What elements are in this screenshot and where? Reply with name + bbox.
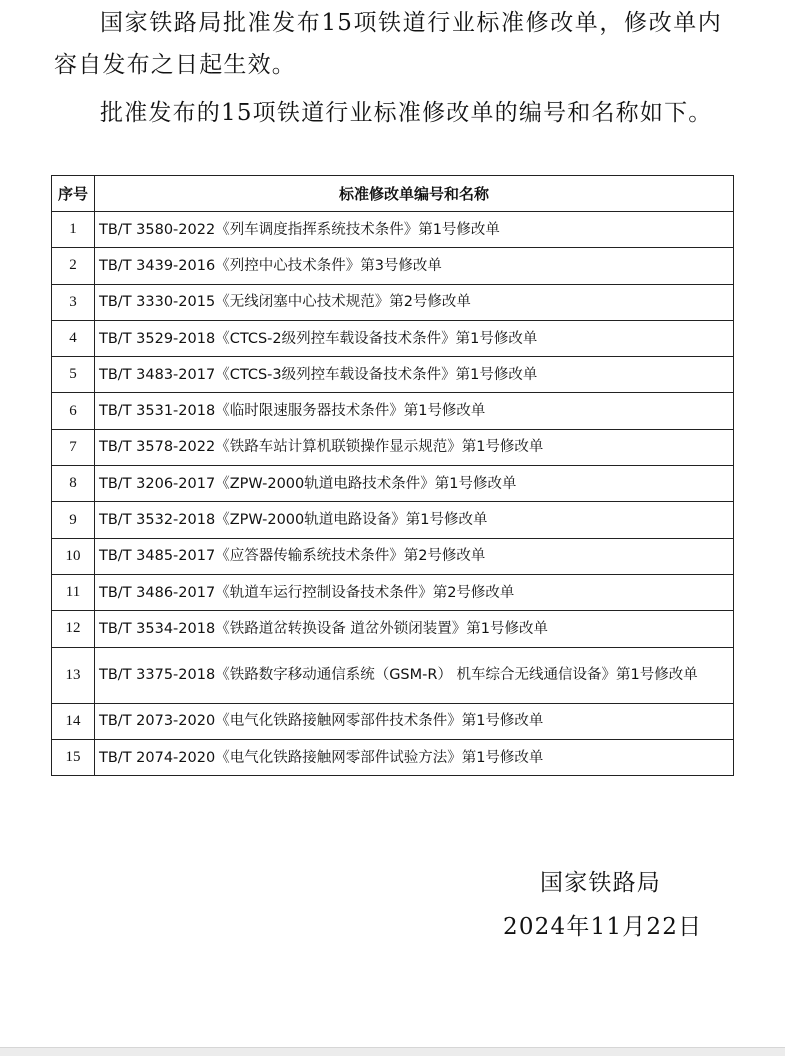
row-name: TB/T 3375-2018《铁路数字移动通信系统（GSM-R） 机车综合无线通信设备》第1号修改单: [95, 647, 734, 703]
table-row: [52, 538, 734, 574]
table-row: [52, 502, 734, 538]
table-row: [52, 320, 734, 356]
table-row: [52, 248, 734, 284]
row-index: 10: [52, 538, 95, 574]
row-index: 9: [52, 502, 95, 538]
table-row: [52, 611, 734, 647]
row-name: TB/T 3483-2017《CTCS-3级列控车载设备技术条件》第1号修改单: [95, 357, 734, 393]
table-header-row: [52, 176, 734, 212]
signature-date: 2024年11月22日: [503, 914, 703, 940]
intro-paragraph-1: 国家铁路局批准发布15项铁道行业标准修改单，修改单内容自发布之日起生效。: [54, 10, 722, 78]
row-name: TB/T 3532-2018《ZPW-2000轨道电路设备》第1号修改单: [95, 502, 734, 538]
intro-paragraph-2: 批准发布的15项铁道行业标准修改单的编号和名称如下。: [100, 100, 713, 126]
row-index: 5: [52, 357, 95, 393]
table-row: [52, 212, 734, 248]
table-row: [52, 357, 734, 393]
table-row: [52, 393, 734, 429]
standards-table: [51, 175, 734, 776]
row-name: TB/T 3485-2017《应答器传输系统技术条件》第2号修改单: [95, 538, 734, 574]
row-index: 7: [52, 429, 95, 465]
table-row: [52, 703, 734, 739]
row-index: 12: [52, 611, 95, 647]
row-name: TB/T 3531-2018《临时限速服务器技术条件》第1号修改单: [95, 393, 734, 429]
row-name: TB/T 3534-2018《铁路道岔转换设备 道岔外锁闭装置》第1号修改单: [95, 611, 734, 647]
header-name: 标准修改单编号和名称: [95, 176, 734, 212]
row-name: TB/T 3330-2015《无线闭塞中心技术规范》第2号修改单: [95, 284, 734, 320]
table-row: [52, 466, 734, 502]
table-row: [52, 574, 734, 610]
row-index: 3: [52, 284, 95, 320]
row-index: 4: [52, 320, 95, 356]
row-name: TB/T 2074-2020《电气化铁路接触网零部件试验方法》第1号修改单: [95, 739, 734, 775]
row-name: TB/T 3578-2022《铁路车站计算机联锁操作显示规范》第1号修改单: [95, 429, 734, 465]
row-index: 11: [52, 574, 95, 610]
row-index: 8: [52, 466, 95, 502]
signature-organization: 国家铁路局: [540, 870, 661, 896]
header-index: 序号: [52, 176, 95, 212]
row-index: 6: [52, 393, 95, 429]
row-name: TB/T 3486-2017《轨道车运行控制设备技术条件》第2号修改单: [95, 574, 734, 610]
row-name: TB/T 2073-2020《电气化铁路接触网零部件技术条件》第1号修改单: [95, 703, 734, 739]
row-index: 2: [52, 248, 95, 284]
table-row: [52, 284, 734, 320]
row-index: 1: [52, 212, 95, 248]
row-name: TB/T 3580-2022《列车调度指挥系统技术条件》第1号修改单: [95, 212, 734, 248]
row-index: 13: [52, 647, 95, 703]
row-name: TB/T 3206-2017《ZPW-2000轨道电路技术条件》第1号修改单: [95, 466, 734, 502]
table-row: [52, 739, 734, 775]
row-name: TB/T 3439-2016《列控中心技术条件》第3号修改单: [95, 248, 734, 284]
row-index: 15: [52, 739, 95, 775]
row-name: TB/T 3529-2018《CTCS-2级列控车载设备技术条件》第1号修改单: [95, 320, 734, 356]
table-row: [52, 647, 734, 703]
table-row: [52, 429, 734, 465]
row-index: 14: [52, 703, 95, 739]
